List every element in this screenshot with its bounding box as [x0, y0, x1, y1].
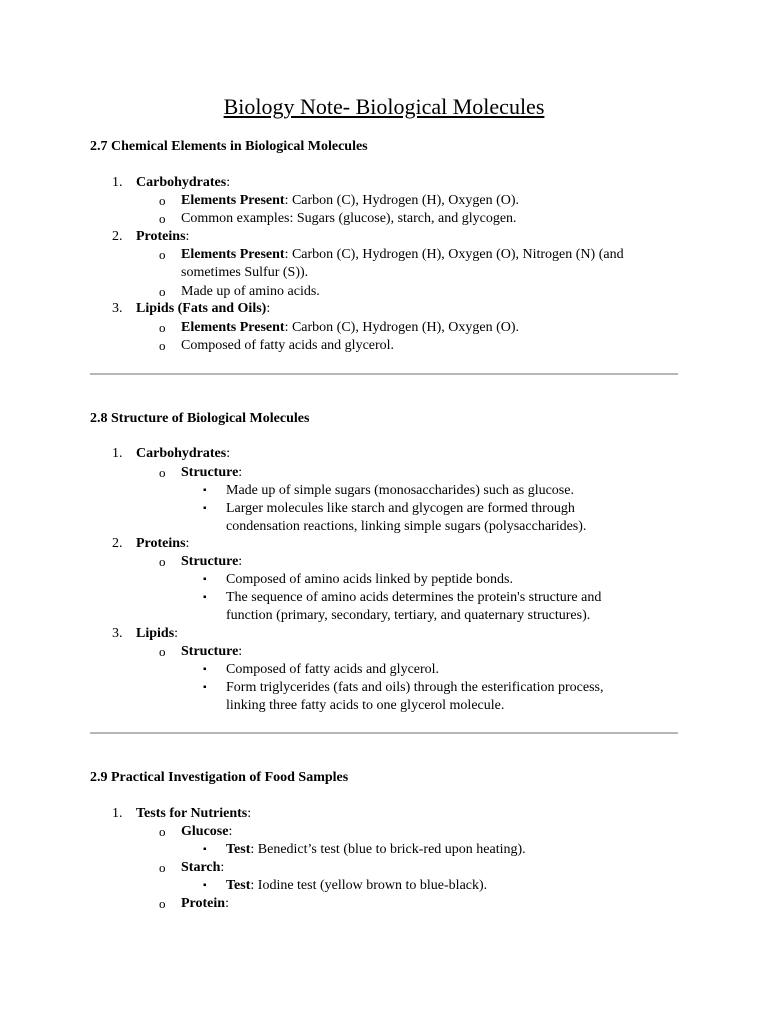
circle-bullet-icon: o — [159, 193, 166, 208]
sub-item — [181, 192, 519, 210]
sub-item: Composed of fatty acids and glycerol. — [181, 338, 395, 353]
sub-item — [181, 464, 242, 482]
colon: : — [225, 896, 229, 911]
sub-text: : Carbon (C), Hydrogen (H), Oxygen (O). — [284, 193, 520, 208]
list-item — [136, 535, 189, 553]
page-title: Biology Note- Biological Molecules — [223, 94, 545, 119]
square-bullet-icon: ▪ — [203, 503, 207, 514]
point-text: Form triglycerides (fats and oils) through the esterification process, — [226, 680, 604, 695]
list-item — [136, 805, 251, 823]
test-label: Test — [226, 842, 251, 857]
sub-label: Elements Present — [181, 193, 285, 208]
colon: : — [238, 465, 243, 480]
sub-label: Glucose — [181, 824, 229, 839]
square-bullet-icon: ▪ — [203, 880, 207, 891]
square-bullet-icon: ▪ — [203, 682, 207, 693]
colon: : — [185, 536, 190, 551]
list-number: 3. — [112, 301, 123, 316]
square-bullet-icon: ▪ — [203, 592, 207, 603]
point-text: Made up of simple sugars (monosaccharides) such as glucose. — [226, 483, 574, 498]
sub-text: : Carbon (C), Hydrogen (H), Oxygen (O). — [284, 320, 520, 335]
list-number: 1. — [112, 446, 123, 461]
circle-bullet-icon: o — [159, 465, 166, 480]
section-heading-2-7: 2.7 Chemical Elements in Biological Molecules — [90, 139, 368, 154]
square-bullet-icon: ▪ — [203, 485, 207, 496]
colon: : — [228, 824, 233, 839]
circle-bullet-icon: o — [159, 320, 166, 335]
item-label: Carbohydrates — [136, 175, 227, 190]
circle-bullet-icon: o — [159, 284, 166, 299]
list-item — [136, 228, 189, 246]
colon: : — [247, 806, 252, 821]
test-text — [226, 877, 487, 895]
point-text: The sequence of amino acids determines the protein's structure and — [226, 590, 602, 605]
horizontal-rule — [90, 373, 678, 375]
sub-label: Elements Present — [181, 320, 285, 335]
colon: : — [266, 301, 271, 316]
sub-label: Protein — [181, 896, 226, 911]
point-text-continuation: function (primary, secondary, tertiary, and quaternary structures). — [226, 608, 591, 623]
list-item — [136, 445, 230, 463]
circle-bullet-icon: o — [159, 824, 166, 839]
item-label: Proteins — [136, 229, 186, 244]
colon: : — [174, 626, 179, 641]
circle-bullet-icon: o — [159, 896, 166, 911]
sub-item: Common examples: Sugars (glucose), starch, and glycogen. — [181, 211, 517, 226]
sub-item — [181, 319, 519, 337]
sub-item — [181, 246, 624, 264]
list-item — [136, 625, 178, 643]
colon: : — [226, 175, 231, 190]
test-text — [226, 841, 526, 859]
item-label: Lipids — [136, 626, 175, 641]
test-description: : Benedict’s test (blue to brick-red upon heating). — [250, 842, 526, 857]
circle-bullet-icon: o — [159, 554, 166, 569]
sub-item — [181, 553, 242, 571]
test-label: Test — [226, 878, 251, 893]
list-number: 1. — [112, 175, 123, 190]
sub-item — [181, 823, 232, 841]
colon: : — [226, 446, 231, 461]
circle-bullet-icon: o — [159, 247, 166, 262]
structure-label: Structure — [181, 465, 239, 480]
square-bullet-icon: ▪ — [203, 664, 207, 675]
horizontal-rule — [90, 732, 678, 734]
section-heading-2-9: 2.9 Practical Investigation of Food Samples — [90, 770, 349, 785]
circle-bullet-icon: o — [159, 860, 166, 875]
structure-label: Structure — [181, 554, 239, 569]
list-number: 1. — [112, 806, 123, 821]
list-item — [136, 174, 230, 192]
square-bullet-icon: ▪ — [203, 574, 207, 585]
sub-item-continuation: sometimes Sulfur (S)). — [181, 265, 309, 280]
item-label: Lipids (Fats and Oils) — [136, 301, 267, 316]
colon: : — [238, 644, 243, 659]
sub-item: Made up of amino acids. — [181, 284, 320, 299]
point-text: Composed of fatty acids and glycerol. — [226, 662, 440, 677]
list-number: 2. — [112, 536, 123, 551]
colon: : — [185, 229, 190, 244]
circle-bullet-icon: o — [159, 644, 166, 659]
list-number: 3. — [112, 626, 123, 641]
item-label: Proteins — [136, 536, 186, 551]
list-item — [136, 300, 270, 318]
section-heading-2-8: 2.8 Structure of Biological Molecules — [90, 411, 310, 426]
sub-label: Starch — [181, 860, 221, 875]
item-label: Carbohydrates — [136, 446, 227, 461]
square-bullet-icon: ▪ — [203, 844, 207, 855]
sub-label: Elements Present — [181, 247, 285, 262]
sub-item — [181, 895, 229, 913]
point-text-continuation: condensation reactions, linking simple sugars (polysaccharides). — [226, 519, 587, 534]
structure-label: Structure — [181, 644, 239, 659]
test-description: : Iodine test (yellow brown to blue-black). — [250, 878, 488, 893]
item-label: Tests for Nutrients — [136, 806, 248, 821]
sub-item — [181, 859, 224, 877]
colon: : — [220, 860, 225, 875]
circle-bullet-icon: o — [159, 338, 166, 353]
circle-bullet-icon: o — [159, 211, 166, 226]
point-text: Larger molecules like starch and glycogen are formed through — [226, 501, 575, 516]
point-text-continuation: linking three fatty acids to one glycerol molecule. — [226, 698, 505, 713]
list-number: 2. — [112, 229, 123, 244]
sub-text: : Carbon (C), Hydrogen (H), Oxygen (O), Nitrogen (N) (and — [284, 247, 624, 262]
point-text: Composed of amino acids linked by peptide bonds. — [226, 572, 513, 587]
sub-item — [181, 643, 242, 661]
colon: : — [238, 554, 243, 569]
